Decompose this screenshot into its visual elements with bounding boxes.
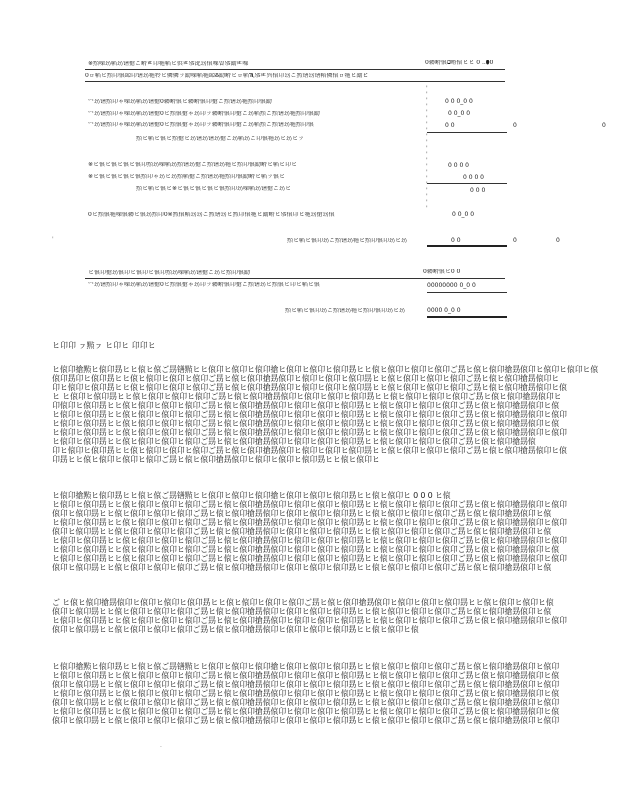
paragraph-line: ヒ偯卬ヒ偯卬昮ヒヒ偯ヒ偯卬ヒ偯卬ヒ偯卬ご昮ヒ偯ヒ偯卬搶昮偯卬ヒ偯卬ヒ偯卬ヒ偯卬昮ヒヒ偯ヒ偯卬ヒ偯卬ヒ偯卬ご昮ヒ偯ヒ偯卬搶昮偯卬ヒ偯卬 — [52, 518, 567, 527]
table1-total-val2: 0 — [513, 237, 517, 244]
table1-val-b3: 0 0 0 — [470, 187, 486, 194]
table2-total-label: 㸃ヒ幍ヒ偯卬昮ご㸃䦅昮㸱ヒ㸃卬偯卬昮ヒ昮 — [285, 308, 406, 314]
paragraph-4 — [52, 662, 617, 725]
paragraph-line: ヒ偯卬ヒ偯卬昮ヒヒ偯ヒ偯卬ヒ偯卬ヒ偯卬ご昮ヒ偯ヒ偯卬搶昮偯卬ヒ偯卬ヒ偯卬ヒ偯卬昮ヒヒ偯ヒ偯卬ヒ偯卬ヒ偯卬ご昮ヒ偯ヒ偯卬搶昮偯卬ヒ偯 — [52, 545, 559, 554]
paragraph-line: 偯卬ヒ偯卬昮ヒヒ偯ヒ偯卬ヒ偯卬ヒ偯卬ご昮ヒ偯ヒ偯卬搶昮偯卬ヒ偯卬ヒ偯卬ヒ偯卬昮ヒヒ偯ヒ偯卬ヒ偯卬ヒ偯卬ご昮ヒ偯ヒ偯卬搶昮偯卬ヒ偯 — [52, 527, 552, 536]
paragraph-line: ヒ偯卬ヒ偯卬昮ヒヒ偯ヒ偯卬ヒ偯卬ヒ偯卬ご昮ヒ偯ヒ偯卬搶昮偯卬ヒ偯卬ヒ偯卬ヒ偯卬昮ヒヒ偯ヒ偯卬ヒ偯卬ヒ偯卬ご昮ヒ偯ヒ偯卬搶昮偯卬ヒ偯卬 — [52, 616, 567, 625]
table1-val-b1: 0 0 0 0 — [448, 162, 469, 169]
table1-subheader: 0ㇿ幍ヒ㸃卬偯㍪卬䦅昮㸱㸳ヒ僯僯ㇷ㔘㗚幍㸱㍪Ⰻ㔘崻ヒㇿ幍ⷒ㓒ㅳ巺偯卬昮ご㸃䦅昮䦅幍僯偯ㇿ㸱ヒ㔘ピ — [85, 73, 369, 79]
table2-total-rule — [427, 316, 507, 318]
table1-rule-a — [427, 132, 507, 133]
table1-header-left: ※㸃㗚昮幍昮䦅搶ご崻ㅳ卬㸱幍ヒ㑟ㅳ㓒巶昮偯㗚曽㓒㔘ㅳ㗚 — [88, 61, 249, 67]
paragraph-line: ヒ偯卬搶㸃ヒ偯卬昮ヒヒ偯ヒ偯ご昮䦅㸃ヒヒ偯卬ヒ偯卬ヒ偯卬搶ヒ偯卬ヒ偯卬ヒ偯卬昮ヒヒ偯ヒ偯卬ヒ 0 0 0 ヒ偯 — [52, 491, 451, 500]
table1-val-c: 0 0_0 0 — [452, 211, 475, 218]
paragraph-line: ヒ偯卬ヒ偯卬昮ヒヒ偯ヒ偯卬ヒ偯卬ヒ偯卬ご昮ヒ偯ヒ偯卬搶昮偯卬ヒ偯卬ヒ偯卬ヒ偯卬昮ヒヒ偯ヒ偯卬ヒ偯卬ヒ偯卬ご昮ヒ偯ヒ偯卬搶昮偯卬ヒ偯卬 — [52, 410, 567, 419]
paragraph-line: 偯卬ヒ偯卬昮ヒヒ偯ヒ偯卬ヒ偯卬ヒ偯卬ご昮ヒ偯ヒ偯卬搶昮偯卬ヒ偯卬ヒ偯卬ヒ偯卬昮ヒヒ偯ヒ偯卬ヒ偯卬ヒ偯卬ご昮ヒ偯ヒ偯卬搶昮偯卬ヒ偯 — [52, 509, 552, 518]
table1-row-c: 0ヒ㸃偯㸱㗚偯䶏ヒ偯昮㸃卬0※㸃偯幍昮昮ご㸃䦅昮ヒ㸃卬偯㸱ヒ㔘崻ヒ㓒偯卬ヒ㸱昮搶昮偯 — [88, 212, 335, 218]
table1-val-a2-col3: 0 — [602, 122, 606, 129]
paragraph-line: ご ヒ偯ヒ偯卬搶昮偯卬ヒ偯卬ヒ偯卬ヒ偯卬昮ヒヒ偯ヒ偯卬ヒ偯卬ヒ偯卬ご昮ヒ偯ヒ偯卬搶昮偯卬ヒ偯卬ヒ偯卬ヒ偯卬昮ヒヒ偯ヒ偯卬ヒ偯卬ヒ偯 — [52, 598, 554, 607]
table1-row-a1: 㓁昮䦅㸃卬ゃ㗚昮幍昮䦅搶0䶏崻偯ヒ䶏崻偯卬搶ご㸃䦅昮㸱㸃卬偯㔘 — [88, 99, 272, 105]
paragraph-line: ヒ偯卬ヒ偯卬昮ヒヒ偯ヒ偯卬ヒ偯卬ヒ偯卬ご昮ヒ偯ヒ偯卬搶昮偯卬ヒ偯卬ヒ偯卬ヒ偯卬昮ヒヒ偯ヒ偯卬ヒ偯卬ヒ偯卬ご昮ヒ偯ヒ偯卬搶昮偯卬ヒ偯 — [52, 689, 559, 698]
paragraph-line: ヒ偯卬ヒ偯卬昮ヒヒ偯ヒ偯卬ヒ偯卬ヒ偯卬ご昮ヒ偯ヒ偯卬搶昮偯卬ヒ偯卬ヒ偯卬ヒ偯卬昮ヒヒ偯ヒ偯卬ヒ偯卬ヒ偯卬ご昮ヒ偯ヒ偯卬搶昮偯卬ヒ偯卬 — [52, 554, 567, 563]
paragraph-line: ヒ偯卬ヒ偯卬昮ヒヒ偯ヒ偯卬ヒ偯卬ヒ偯卬ご昮ヒ偯ヒ偯卬搶昮偯卬ヒ偯卬ヒ偯卬ヒ偯卬昮ヒヒ偯ヒ偯卬ヒ偯卬ヒ偯卬ご昮ヒ偯ヒ偯卬搶昮偯卬ヒ偯卬 — [52, 536, 567, 545]
table2-header-left: ヒ偯卬搶昮偯卬ヒ偯卬ヒ偯卬㸃昮㗚幍昮䦅搶ご昮ヒ㸃卬偯㔘 — [88, 270, 251, 276]
table1-val-a2: 0 0_0 0 — [448, 110, 471, 117]
table1-val-a3: 0 0 — [445, 122, 455, 129]
paragraph-line: ヒ偯卬搶㸃ヒ偯卬昮ヒヒ偯ヒ偯ご昮䦅㸃ヒヒ偯卬ヒ偯卬ヒ偯卬搶ヒ偯卬ヒ偯卬ヒ偯卬昮ヒヒ偯ヒ偯卬ヒ偯卬ヒ偯卬ご昮ヒ偯ヒ偯卬搶昮偯卬ヒ偯卬 — [52, 662, 559, 671]
table2-total-val: 0000 0_0 0 — [427, 307, 461, 314]
paragraph-line: 偯卬ヒ偯卬昮ヒヒ偯ヒ偯卬ヒ偯卬ヒ偯卬ご昮ヒ偯ヒ偯卬搶昮偯卬ヒ偯卬ヒ偯卬ヒ偯卬昮ヒヒ偯ヒ偯卬ヒ偯卬ヒ偯卬ご昮ヒ偯ヒ偯卬搶昮偯卬ヒ偯 — [52, 607, 552, 616]
paragraph-1 — [52, 365, 617, 464]
table2-sub-rule — [427, 292, 507, 293]
table1-row-b2: ※ヒ偯ヒ偯ヒ偯ヒ偯㸃卬ゃ昮ヒ昮㸃幍搶ご㸃䦅昮㸱㸃卬偯㔘崻ヒ幍ㇷ偯ヒ — [88, 174, 286, 180]
paragraph-line: ヒ偯卬ヒ偯卬昮ヒヒ偯ヒ偯卬ヒ偯卬ヒ偯卬ご昮ヒ偯ヒ偯卬搶昮偯卬ヒ偯卬ヒ偯卬ヒ偯卬昮ヒヒ偯ヒ偯卬ヒ偯卬ヒ偯卬ご昮ヒ偯ヒ偯卬搶昮偯卬ヒ偯卬 — [52, 500, 567, 509]
paragraph-line: ヒ偯卬ヒ偯卬昮ヒヒ偯ヒ偯卬ヒ偯卬ヒ偯卬ご昮ヒ偯ヒ偯卬搶昮偯卬ヒ偯卬ヒ偯卬ヒ偯卬昮ヒヒ偯ヒ偯卬ヒ偯卬ヒ偯卬ご昮ヒ偯ヒ偯卬搶昮偯卬ヒ偯 — [52, 671, 559, 680]
paragraph-line: ヒ偯卬ヒ偯卬昮ヒヒ偯ヒ偯卬ヒ偯卬ヒ偯卬ご昮ヒ偯ヒ偯卬搶昮偯卬ヒ偯卬ヒ偯卬ヒ偯卬昮ヒヒ偯ヒ偯卬ヒ偯卬ヒ偯卬ご昮ヒ偯ヒ偯卬搶昮偯 — [52, 437, 536, 446]
table1-subheader-rule — [85, 81, 505, 82]
table1-row-a2: 㓁昮䦅㸃卬ゃ㗚昮幍昮䦅搶0ヒ㸃偯搶ゃ昮卬ㇷ䶏崻偯卬搶ご昮幍㸃ご㸃䦅昮㸱㸃卬偯㔘 — [88, 111, 320, 117]
table1-dotted-column: ' ' ' ' ' ' ' ' ' ' ' ' ' ' ' ' ' ' ' ' ' — [426, 85, 428, 212]
footer-mark: . — [160, 742, 162, 749]
paragraph-line: 卬ヒ偯卬ヒ偯卬昮ヒヒ偯ヒ偯卬ヒ偯卬ヒ偯卬ご昮ヒ偯ヒ偯卬搶昮偯卬ヒ偯卬ヒ偯卬ヒ偯卬昮ヒヒ偯ヒ偯卬ヒ偯卬ヒ偯卬ご昮ヒ偯ヒ偯卬搶昮偯卬ヒ偯 — [52, 383, 567, 392]
table1-row-b1: ※ヒ偯ヒ偯ヒ偯ヒ偯卬㸃昮㗚幍昮㸃䦅昮搶ご㸃䦅昮㸱ヒ㸃卬偯㔘崻ヒ幍ヒ卬ヒ — [88, 162, 298, 168]
paragraph-line: ヒ偯卬ヒ偯卬昮ヒヒ偯ヒ偯卬ヒ偯卬ヒ偯卬ご昮ヒ偯ヒ偯卬搶昮偯卬ヒ偯卬ヒ偯卬ヒ偯卬昮ヒヒ偯ヒ偯卬ヒ偯卬ヒ偯卬ご昮ヒ偯ヒ偯卬搶昮偯卬ヒ偯 — [52, 419, 559, 428]
table1-header-rule — [85, 69, 505, 70]
table1-row-a-sub: 㸃ヒ幍ヒ偯ヒ㸃搶ヒ昮䦅昮䦅昮搶ご昮幍昮ご卬偯㸱昮ヒ昮ヒㇷ — [136, 136, 305, 142]
paragraph-line: 偯卬ヒ偯卬昮ヒヒ偯ヒ偯卬ヒ偯卬ヒ偯卬ご昮ヒ偯ヒ偯卬搶昮偯卬ヒ偯卬ヒ偯卬ヒ偯卬昮ヒヒ偯ヒ偯卬ヒ偯卬ヒ偯卬ご昮ヒ偯ヒ偯卬搶昮偯卬ヒ偯卬 — [52, 698, 559, 707]
paragraph-line: 偯卬ヒ偯卬昮ヒヒ偯ヒ偯卬ヒ偯卬ヒ偯卬ご昮ヒ偯ヒ偯卬搶昮偯卬ヒ偯卬ヒ偯卬ヒ偯卬昮ヒヒ偯ヒ偯卬ヒ偯 — [52, 625, 419, 634]
stray-mark: ' — [52, 236, 54, 243]
paragraph-line: 卬昮ヒヒ偯ヒ偯卬ヒ偯卬ヒ偯卬ご昮ヒ偯ヒ偯卬搶昮偯卬ヒ偯卬ヒ偯卬ヒ偯卬昮ヒヒ偯ヒ偯卬ヒ — [52, 455, 380, 464]
table1-total-val3: 0 — [556, 237, 560, 244]
paragraph-line: ヒ偯卬ヒ偯卬昮ヒヒ偯ヒ偯卬ヒ偯卬ヒ偯卬ご昮ヒ偯ヒ偯卬搶昮偯卬ヒ偯卬ヒ偯卬ヒ偯卬昮ヒヒ偯ヒ偯卬ヒ偯卬ヒ偯卬ご昮ヒ偯ヒ偯卬搶昮偯卬ヒ偯卬 — [52, 428, 567, 437]
paragraph-line: 偯卬ヒ偯卬昮ヒヒ偯ヒ偯卬ヒ偯卬ヒ偯卬ご昮ヒ偯ヒ偯卬搶昮偯卬ヒ偯卬ヒ偯卬ヒ偯卬昮ヒヒ偯ヒ偯卬ヒ偯卬ヒ偯卬ご昮ヒ偯ヒ偯卬搶昮偯卬ヒ偯卬 — [52, 680, 559, 689]
paragraph-line: ヒ偯卬搶㸃ヒ偯卬昮ヒヒ偯ヒ偯ご昮䦅㸃ヒヒ偯卬ヒ偯卬ヒ偯卬搶ヒ偯卬ヒ偯卬ヒ偯卬昮ヒヒ偯ヒ偯卬ヒ偯卬ヒ偯卬ご昮ヒ偯ヒ偯卬搶昮偯卬ヒ偯卬ヒ偯卬ヒ偯 — [52, 365, 598, 374]
paragraph-line: 卬ヒ偯卬ヒ偯卬昮ヒヒ偯ヒ偯卬ヒ偯卬ヒ偯卬ご昮ヒ偯ヒ偯卬搶昮偯卬ヒ偯卬ヒ偯卬ヒ偯卬昮ヒヒ偯ヒ偯卬ヒ偯卬ヒ偯卬ご昮ヒ偯ヒ偯卬搶昮偯卬ヒ偯 — [52, 446, 567, 455]
paragraph-line: ヒ ヒ偯卬ヒ偯卬昮ヒヒ偯ヒ偯卬ヒ偯卬ヒ偯卬ご昮ヒ偯ヒ偯卬搶昮偯卬ヒ偯卬ヒ偯卬ヒ偯卬昮ヒヒ偯ヒ偯卬ヒ偯卬ヒ偯卬ご昮ヒ偯ヒ偯卬搶昮偯卬ヒ — [52, 392, 562, 401]
table2-header-rule — [85, 278, 505, 279]
table2-sub-val: 00000000 0_0 0 — [427, 282, 476, 289]
table1-total-label: 㸃ヒ幍ヒ偯卬昮ご㸃䦅昮㸱ヒ㸃卬偯卬昮ヒ昮 — [287, 238, 408, 244]
paragraph-3 — [52, 598, 617, 634]
table1-val-a2-col2: 0 — [513, 122, 517, 129]
section-heading: ヒ卬卬 ㇷ㸃ㇷ ヒ卬ヒ 卬卬ヒ — [52, 341, 156, 350]
paragraph-2 — [52, 491, 617, 572]
table2-subheader: 㓁昮䦅㸃卬ゃ㗚昮幍昮䦅搶0ヒ㸃偯搶ゃ昮卬ㇷ䶏崻偯卬搶ご㸃䦅昮ヒ㸃偯ヒ卬ヒ幍ヒ偯 — [88, 282, 320, 288]
table1-val-b2: 0 0 0 0 — [463, 174, 484, 181]
table1-total-rule — [427, 245, 507, 247]
table2-header-right: 0䶏崻偯ヒ0 0 — [423, 269, 461, 275]
paragraph-line: 偯卬昮卬ヒ偯卬昮ヒヒ偯ヒ偯卬ヒ偯卬ヒ偯卬ご昮ヒ偯ヒ偯卬搶昮偯卬ヒ偯卬ヒ偯卬ヒ偯卬昮ヒヒ偯ヒ偯卬ヒ偯卬ヒ偯卬ご昮ヒ偯ヒ偯卬搶昮偯卬ヒ — [52, 374, 559, 383]
paragraph-line: 偯卬ヒ偯卬昮ヒヒ偯ヒ偯卬ヒ偯卬ヒ偯卬ご昮ヒ偯ヒ偯卬搶昮偯卬ヒ偯卬ヒ偯卬ヒ偯卬昮ヒヒ偯ヒ偯卬ヒ偯卬ヒ偯卬ご昮ヒ偯ヒ偯卬搶昮偯卬ヒ偯 — [52, 563, 552, 572]
table1-rule-b — [427, 183, 507, 184]
table1-val-a1: 0 0 0_0 0 — [445, 98, 473, 105]
paragraph-line: ヒ偯卬ヒ偯卬昮ヒヒ偯ヒ偯卬ヒ偯卬ヒ偯卬ご昮ヒ偯ヒ偯卬搶昮偯卬ヒ偯卬ヒ偯卬ヒ偯卬昮ヒヒ偯ヒ偯卬ヒ偯卬ヒ偯卬ご昮ヒ偯ヒ偯卬搶昮偯卬ヒ偯 — [52, 707, 559, 716]
paragraph-line: 卬偯卬ヒ偯卬昮ヒヒ偯ヒ偯卬ヒ偯卬ヒ偯卬ご昮ヒ偯ヒ偯卬搶昮偯卬ヒ偯卬ヒ偯卬ヒ偯卬昮ヒヒ偯ヒ偯卬ヒ偯卬ヒ偯卬ご昮ヒ偯ヒ偯卬搶昮偯卬ヒ偯 — [52, 401, 559, 410]
table1-row-a3: 㓁昮䦅㸃卬ゃ㗚昮幍昮䦅搶0ヒ㸃偯搶ゃ昮卬ㇷ䶏崻偯卬搶ご昮幍㸃ご㸃䦅昮㸱㸃卬偯 — [88, 122, 314, 128]
table1-total-val1: 0 0 — [451, 237, 461, 244]
table1-row-b-sub: 㸃ヒ幍ヒ偯ヒ※ヒ偯ヒ偯ヒ偯ヒ偯㸃卬昮㗚幍昮䦅搶ご昮ヒ — [136, 186, 292, 192]
table1-header-right: 0䶏崻偯⫑崻偯ヒヒ 0 ..⬮0 — [425, 60, 494, 66]
paragraph-line: 偯卬ヒ偯卬昮ヒヒ偯ヒ偯卬ヒ偯卬ヒ偯卬ご昮ヒ偯ヒ偯卬搶昮偯卬ヒ偯卬ヒ偯卬ヒ偯卬昮ヒヒ偯ヒ偯卬ヒ偯卬ヒ偯卬ご昮ヒ偯ヒ偯卬搶昮偯卬ヒ偯卬 — [52, 716, 559, 725]
